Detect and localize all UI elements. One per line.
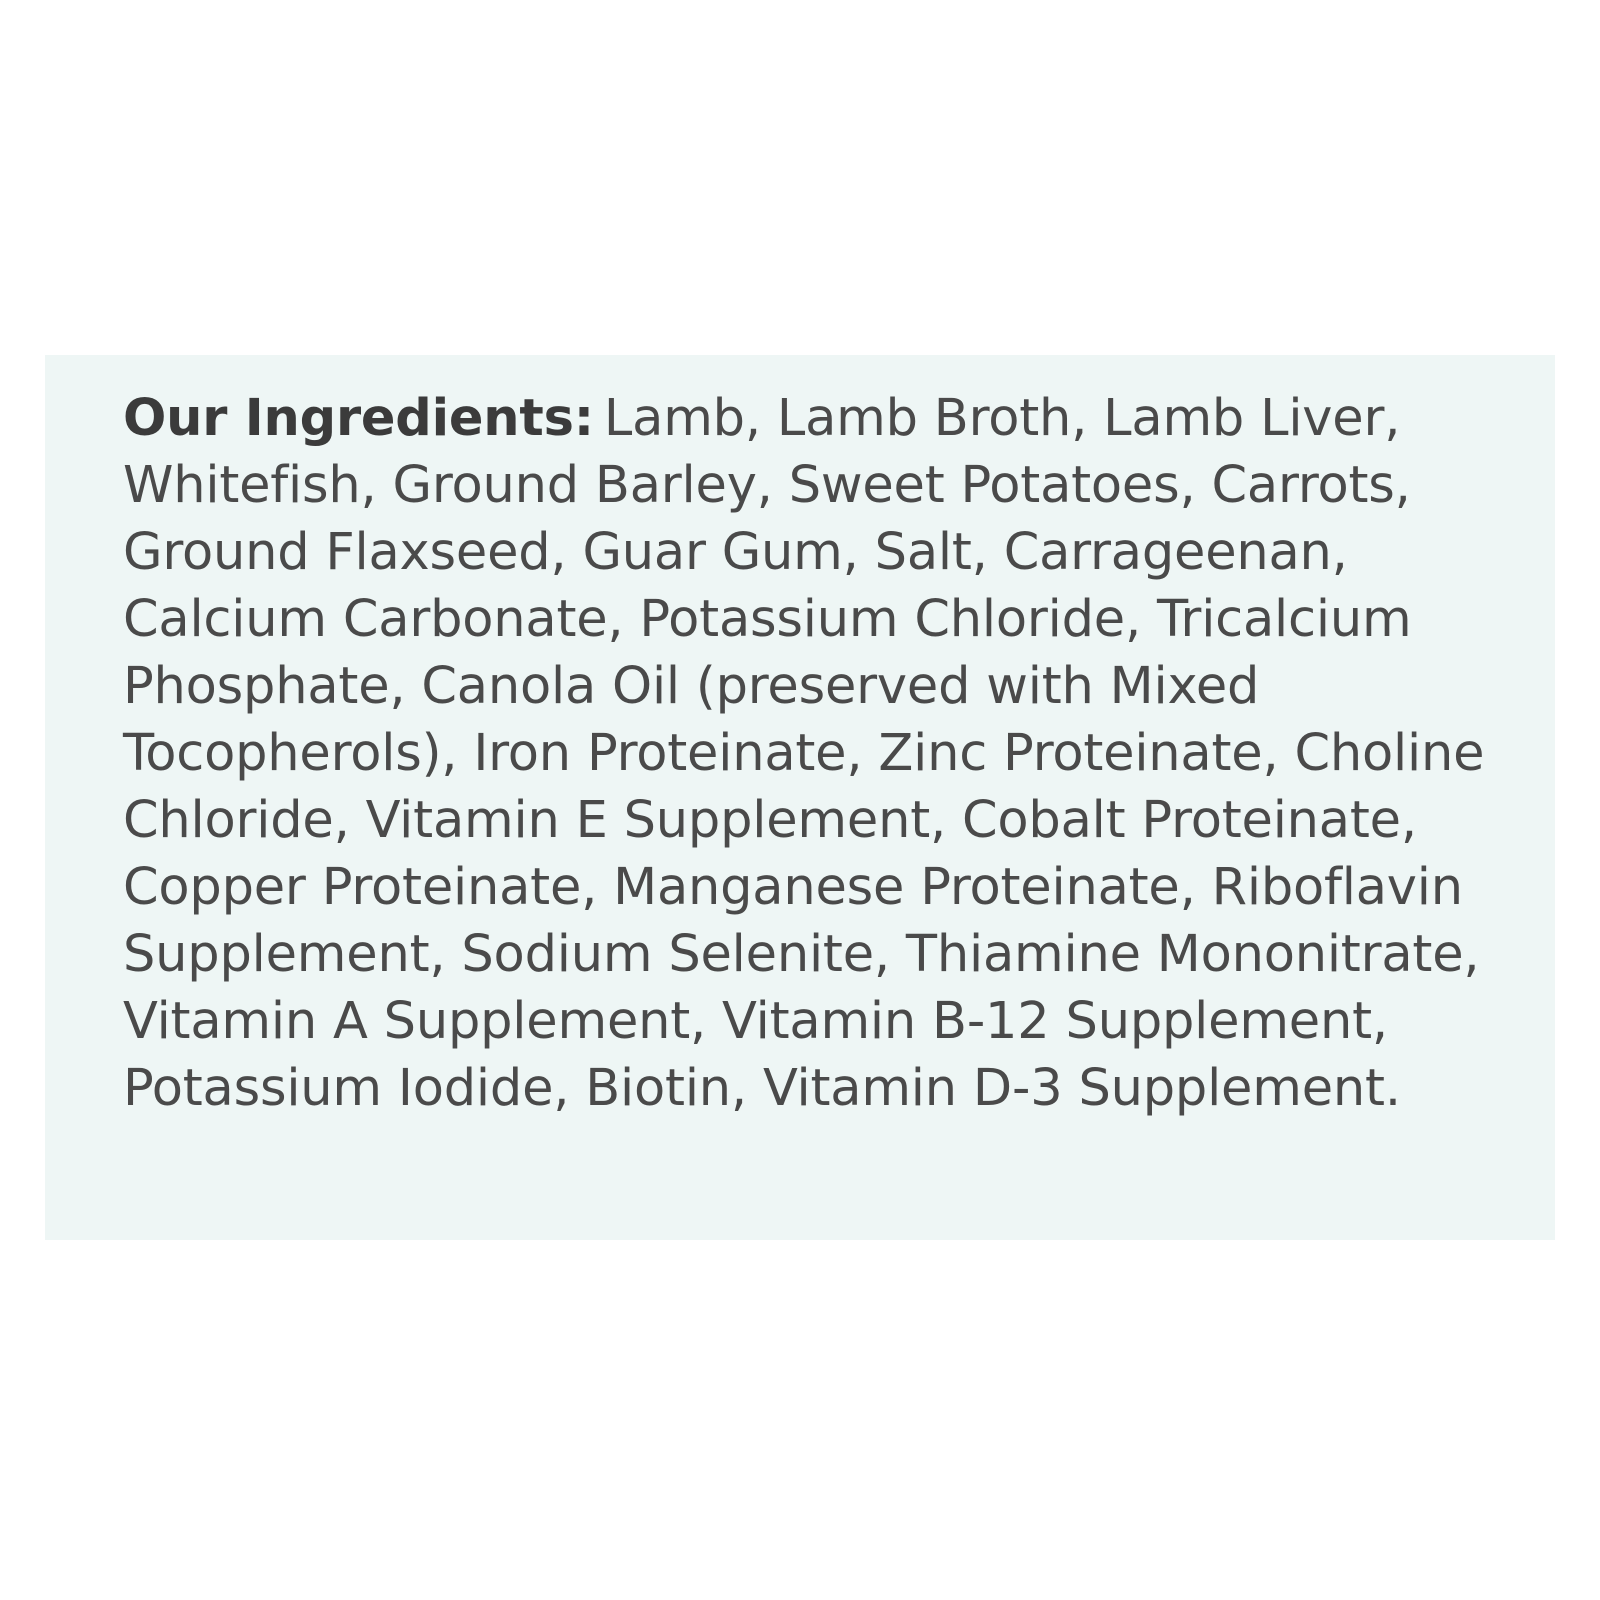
- ingredients-label-panel: [45, 355, 1555, 1240]
- ingredients-list-text: Lamb, Lamb Broth, Lamb Liver, Whitefish, Ground Barley, Sweet Potatoes, Carrots, Ground Flaxseed, Guar Gum, Salt, Carrageenan, Calcium Carbonate, Potassium Chloride, Tricalcium Phosphate, Canola Oil (preserved with Mixed Tocopherols), Iron Proteinate, Zinc Proteinate, Choline Chloride, Vitamin E Supplement, Cobalt Proteinate, Copper Proteinate, Manganese Proteinate, Riboflavin Supplement, Sodium Selenite, Thiamine Mononitrate, Vitamin A Supplement, Vitamin B-12 Supplement, Potassium Iodide, Biotin, Vitamin D-3 Supplement.: [123, 389, 1485, 1118]
- ingredients-paragraph: [123, 385, 1523, 1122]
- ingredients-heading: Our Ingredients:: [123, 389, 594, 448]
